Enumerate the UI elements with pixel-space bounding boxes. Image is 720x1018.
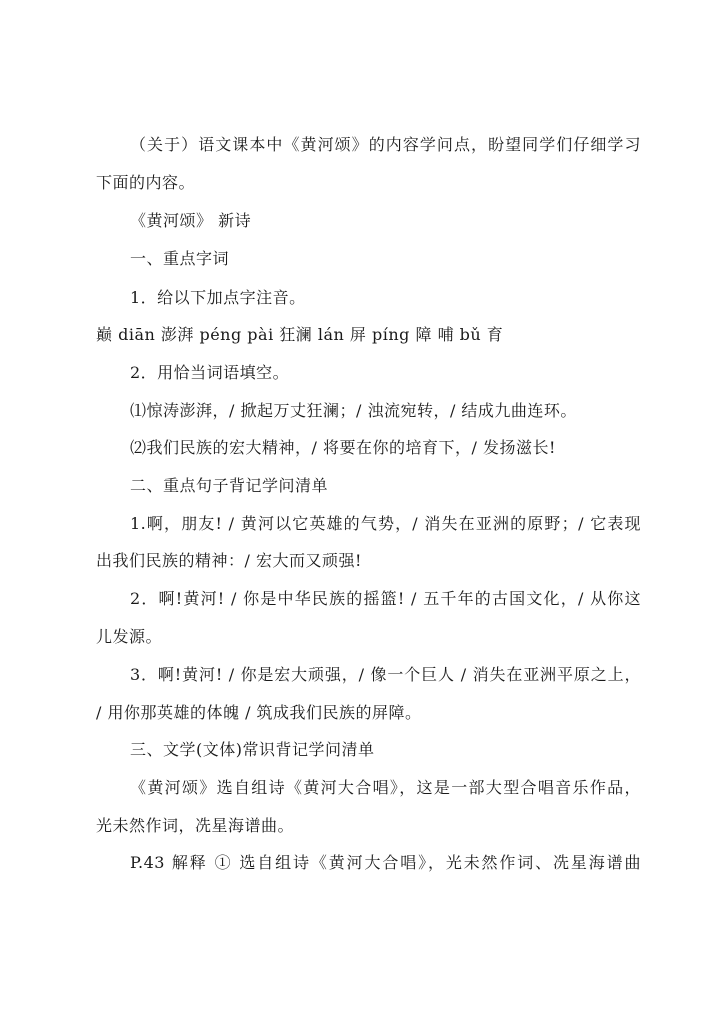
question-2: 2．用恰当词语填空。 [130, 363, 290, 382]
sentence-2-line-2: 儿发源。 [96, 627, 163, 646]
sentence-1-line-2: 出我们民族的精神：/ 宏大而又顽强! [96, 551, 362, 570]
pinyin-answers: 巅 diān 澎湃 péng pài 狂澜 lán 屏 píng 障 哺 bǔ 育 [96, 325, 504, 344]
intro-paragraph-line-1: （关于）语文课本中《黄河颂》的内容学问点，盼望同学们仔细学习 [130, 135, 641, 154]
fill-answer-2: ⑵我们民族的宏大精神，/ 将要在你的培育下，/ 发扬滋长! [130, 438, 556, 457]
sentence-2-line-1: 2．啊!黄河! / 你是中华民族的摇篮! / 五千年的古国文化，/ 从你这 [130, 589, 641, 608]
question-1: 1．给以下加点字注音。 [130, 288, 306, 307]
section-heading-literature: 三、文学(文体)常识背记学问清单 [130, 740, 375, 759]
sentence-3-line-2: / 用你那英雄的体魄 / 筑成我们民族的屏障。 [96, 703, 422, 722]
section-heading-key-words: 一、重点字词 [130, 249, 230, 268]
sentence-1-line-1: 1.啊，朋友! / 黄河以它英雄的气势，/ 消失在亚洲的原野；/ 它表现 [130, 514, 641, 533]
section-heading-key-sentences: 二、重点句子背记学问清单 [130, 476, 329, 495]
poem-title: 《黄河颂》 新诗 [130, 211, 252, 230]
intro-paragraph-line-2: 下面的内容。 [96, 173, 196, 192]
literature-line-2: 光未然作词，冼星海谱曲。 [96, 816, 295, 835]
literature-line-1: 《黄河颂》选自组诗《黄河大合唱》，这是一部大型合唱音乐作品， [130, 778, 641, 797]
sentence-3-line-1: 3．啊!黄河! / 你是宏大顽强，/ 像一个巨人 / 消失在亚洲平原之上， [130, 665, 641, 684]
footnote-line: P.43 解释 ① 选自组诗《黄河大合唱》，光未然作词、冼星海谱曲 [130, 853, 641, 872]
fill-answer-1: ⑴惊涛澎湃，/ 掀起万丈狂澜；/ 浊流宛转，/ 结成九曲连环。 [130, 401, 577, 420]
